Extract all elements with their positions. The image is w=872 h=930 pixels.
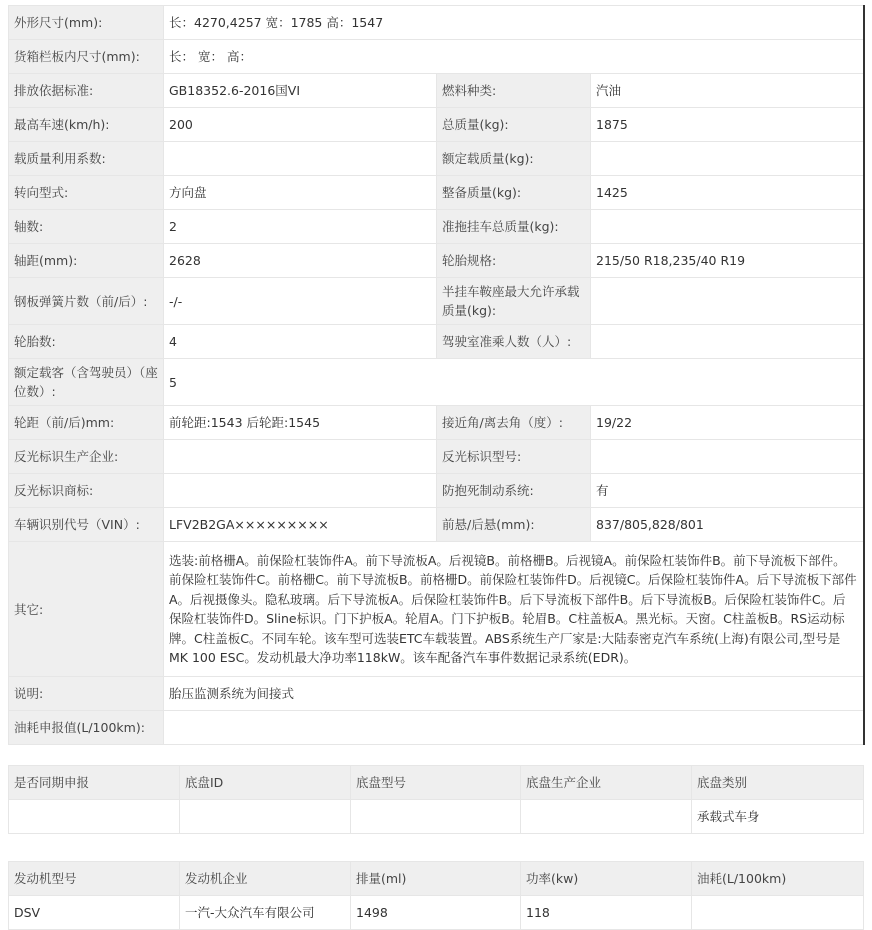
param-value: 19/22 bbox=[591, 406, 864, 440]
param-value bbox=[164, 474, 437, 508]
table-cell bbox=[521, 800, 692, 834]
param-label: 排放依据标准: bbox=[9, 74, 164, 108]
param-value: 4 bbox=[164, 325, 437, 359]
param-label: 准拖挂车总质量(kg): bbox=[437, 210, 591, 244]
param-label: 说明: bbox=[9, 677, 164, 711]
param-label: 最高车速(km/h): bbox=[9, 108, 164, 142]
param-label: 反光标识型号: bbox=[437, 440, 591, 474]
table-row bbox=[9, 325, 864, 359]
table-header-row bbox=[9, 862, 864, 896]
param-label: 车辆识别代号（VIN）: bbox=[9, 508, 164, 542]
other-notes: 选装:前格栅A。前保险杠装饰件A。前下导流板A。后视镜B。前格栅B。后视镜A。前保险杠装饰件B。前下导流板下部件。前保险杠装饰件C。前格栅C。前下导流板B。前格栅D。前保险杠装饰件D。后视镜C。后保险杠装饰件A。后下导流板下部件A。后视摄像头。隐私玻璃。后下导流板A。后保险杠装饰件B。后下导流板下部件B。后下导流板B。后保险杠装饰件C。后保险杠装饰件D。Sline标识。门下护板A。轮眉A。门下护板B。轮眉B。C柱盖板A。黑光标。天窗。C柱盖板B。RS运动标牌。C柱盖板C。不同车轮。该车型可选装ETC车载装置。ABS系统生产厂家是:大陆泰密克汽车系统(上海)有限公司,型号是MK 100 ESC。发动机最大净功率118kW。该车配备汽车事件数据记录系统(EDR)。 bbox=[164, 542, 864, 677]
param-value bbox=[591, 142, 864, 176]
param-value: 方向盘 bbox=[164, 176, 437, 210]
table-cell: 承载式车身 bbox=[692, 800, 864, 834]
param-label: 轴距(mm): bbox=[9, 244, 164, 278]
param-label: 前悬/后悬(mm): bbox=[437, 508, 591, 542]
table-cell bbox=[692, 896, 864, 930]
param-value: 1425 bbox=[591, 176, 864, 210]
chassis-table bbox=[8, 765, 864, 834]
column-header: 底盘型号 bbox=[351, 766, 521, 800]
param-value: LFV2B2GA××××××××× bbox=[164, 508, 437, 542]
param-label: 总质量(kg): bbox=[437, 108, 591, 142]
table-row bbox=[9, 40, 864, 74]
param-value: 胎压监测系统为间接式 bbox=[164, 677, 864, 711]
param-label: 驾驶室准乘人数（人）: bbox=[437, 325, 591, 359]
param-value: 长：4270,4257 宽：1785 高：1547 bbox=[164, 6, 864, 40]
param-label: 轮胎数: bbox=[9, 325, 164, 359]
param-value: 1875 bbox=[591, 108, 864, 142]
table-cell bbox=[180, 800, 351, 834]
param-label: 额定载质量(kg): bbox=[437, 142, 591, 176]
column-header: 油耗(L/100km) bbox=[692, 862, 864, 896]
table-row bbox=[9, 142, 864, 176]
table-cell: DSV bbox=[9, 896, 180, 930]
table-row bbox=[9, 278, 864, 325]
table-cell: 118 bbox=[521, 896, 692, 930]
table-row bbox=[9, 244, 864, 278]
param-value bbox=[591, 210, 864, 244]
param-value bbox=[591, 278, 864, 325]
param-value: 215/50 R18,235/40 R19 bbox=[591, 244, 864, 278]
table-row bbox=[9, 474, 864, 508]
param-value bbox=[164, 142, 437, 176]
param-label: 反光标识商标: bbox=[9, 474, 164, 508]
column-header: 底盘类别 bbox=[692, 766, 864, 800]
table-row bbox=[9, 6, 864, 40]
param-value bbox=[591, 325, 864, 359]
table-cell: 1498 bbox=[351, 896, 521, 930]
param-label: 燃料种类: bbox=[437, 74, 591, 108]
column-header: 是否同期申报 bbox=[9, 766, 180, 800]
param-value: 2628 bbox=[164, 244, 437, 278]
table-cell bbox=[351, 800, 521, 834]
param-value: 200 bbox=[164, 108, 437, 142]
table-row bbox=[9, 74, 864, 108]
param-label: 其它: bbox=[9, 542, 164, 677]
column-header: 底盘生产企业 bbox=[521, 766, 692, 800]
column-header: 功率(kw) bbox=[521, 862, 692, 896]
table-row bbox=[9, 406, 864, 440]
table-row bbox=[9, 508, 864, 542]
table-row bbox=[9, 677, 864, 711]
param-label: 半挂车鞍座最大允许承载质量(kg): bbox=[437, 278, 591, 325]
table-row bbox=[9, 210, 864, 244]
param-label: 轮胎规格: bbox=[437, 244, 591, 278]
table-row bbox=[9, 440, 864, 474]
param-value: 有 bbox=[591, 474, 864, 508]
column-header: 底盘ID bbox=[180, 766, 351, 800]
param-value: 837/805,828/801 bbox=[591, 508, 864, 542]
param-label: 货箱栏板内尺寸(mm): bbox=[9, 40, 164, 74]
param-value: -/- bbox=[164, 278, 437, 325]
vehicle-params-table bbox=[8, 5, 865, 745]
column-header: 排量(ml) bbox=[351, 862, 521, 896]
param-label: 整备质量(kg): bbox=[437, 176, 591, 210]
param-label: 外形尺寸(mm): bbox=[9, 6, 164, 40]
table-row bbox=[9, 800, 864, 834]
param-value bbox=[591, 440, 864, 474]
param-label: 载质量利用系数: bbox=[9, 142, 164, 176]
table-header-row bbox=[9, 766, 864, 800]
param-label: 油耗申报值(L/100km): bbox=[9, 711, 164, 745]
param-value bbox=[164, 440, 437, 474]
table-cell bbox=[9, 800, 180, 834]
table-row bbox=[9, 176, 864, 210]
table-row bbox=[9, 542, 864, 677]
table-row bbox=[9, 359, 864, 406]
param-value: 5 bbox=[164, 359, 864, 406]
param-label: 转向型式: bbox=[9, 176, 164, 210]
engine-table bbox=[8, 861, 864, 930]
param-label: 钢板弹簧片数（前/后）: bbox=[9, 278, 164, 325]
table-row bbox=[9, 711, 864, 745]
param-value: GB18352.6-2016国VI bbox=[164, 74, 437, 108]
column-header: 发动机企业 bbox=[180, 862, 351, 896]
param-value bbox=[164, 711, 864, 745]
param-value: 汽油 bbox=[591, 74, 864, 108]
param-label: 轮距（前/后)mm: bbox=[9, 406, 164, 440]
table-row bbox=[9, 896, 864, 930]
param-value: 长： 宽： 高： bbox=[164, 40, 864, 74]
table-row bbox=[9, 108, 864, 142]
column-header: 发动机型号 bbox=[9, 862, 180, 896]
param-label: 防抱死制动系统: bbox=[437, 474, 591, 508]
param-label: 接近角/离去角（度）: bbox=[437, 406, 591, 440]
param-value: 前轮距:1543 后轮距:1545 bbox=[164, 406, 437, 440]
table-cell: 一汽-大众汽车有限公司 bbox=[180, 896, 351, 930]
param-label: 额定载客（含驾驶员）（座位数）: bbox=[9, 359, 164, 406]
param-value: 2 bbox=[164, 210, 437, 244]
param-label: 轴数: bbox=[9, 210, 164, 244]
param-label: 反光标识生产企业: bbox=[9, 440, 164, 474]
